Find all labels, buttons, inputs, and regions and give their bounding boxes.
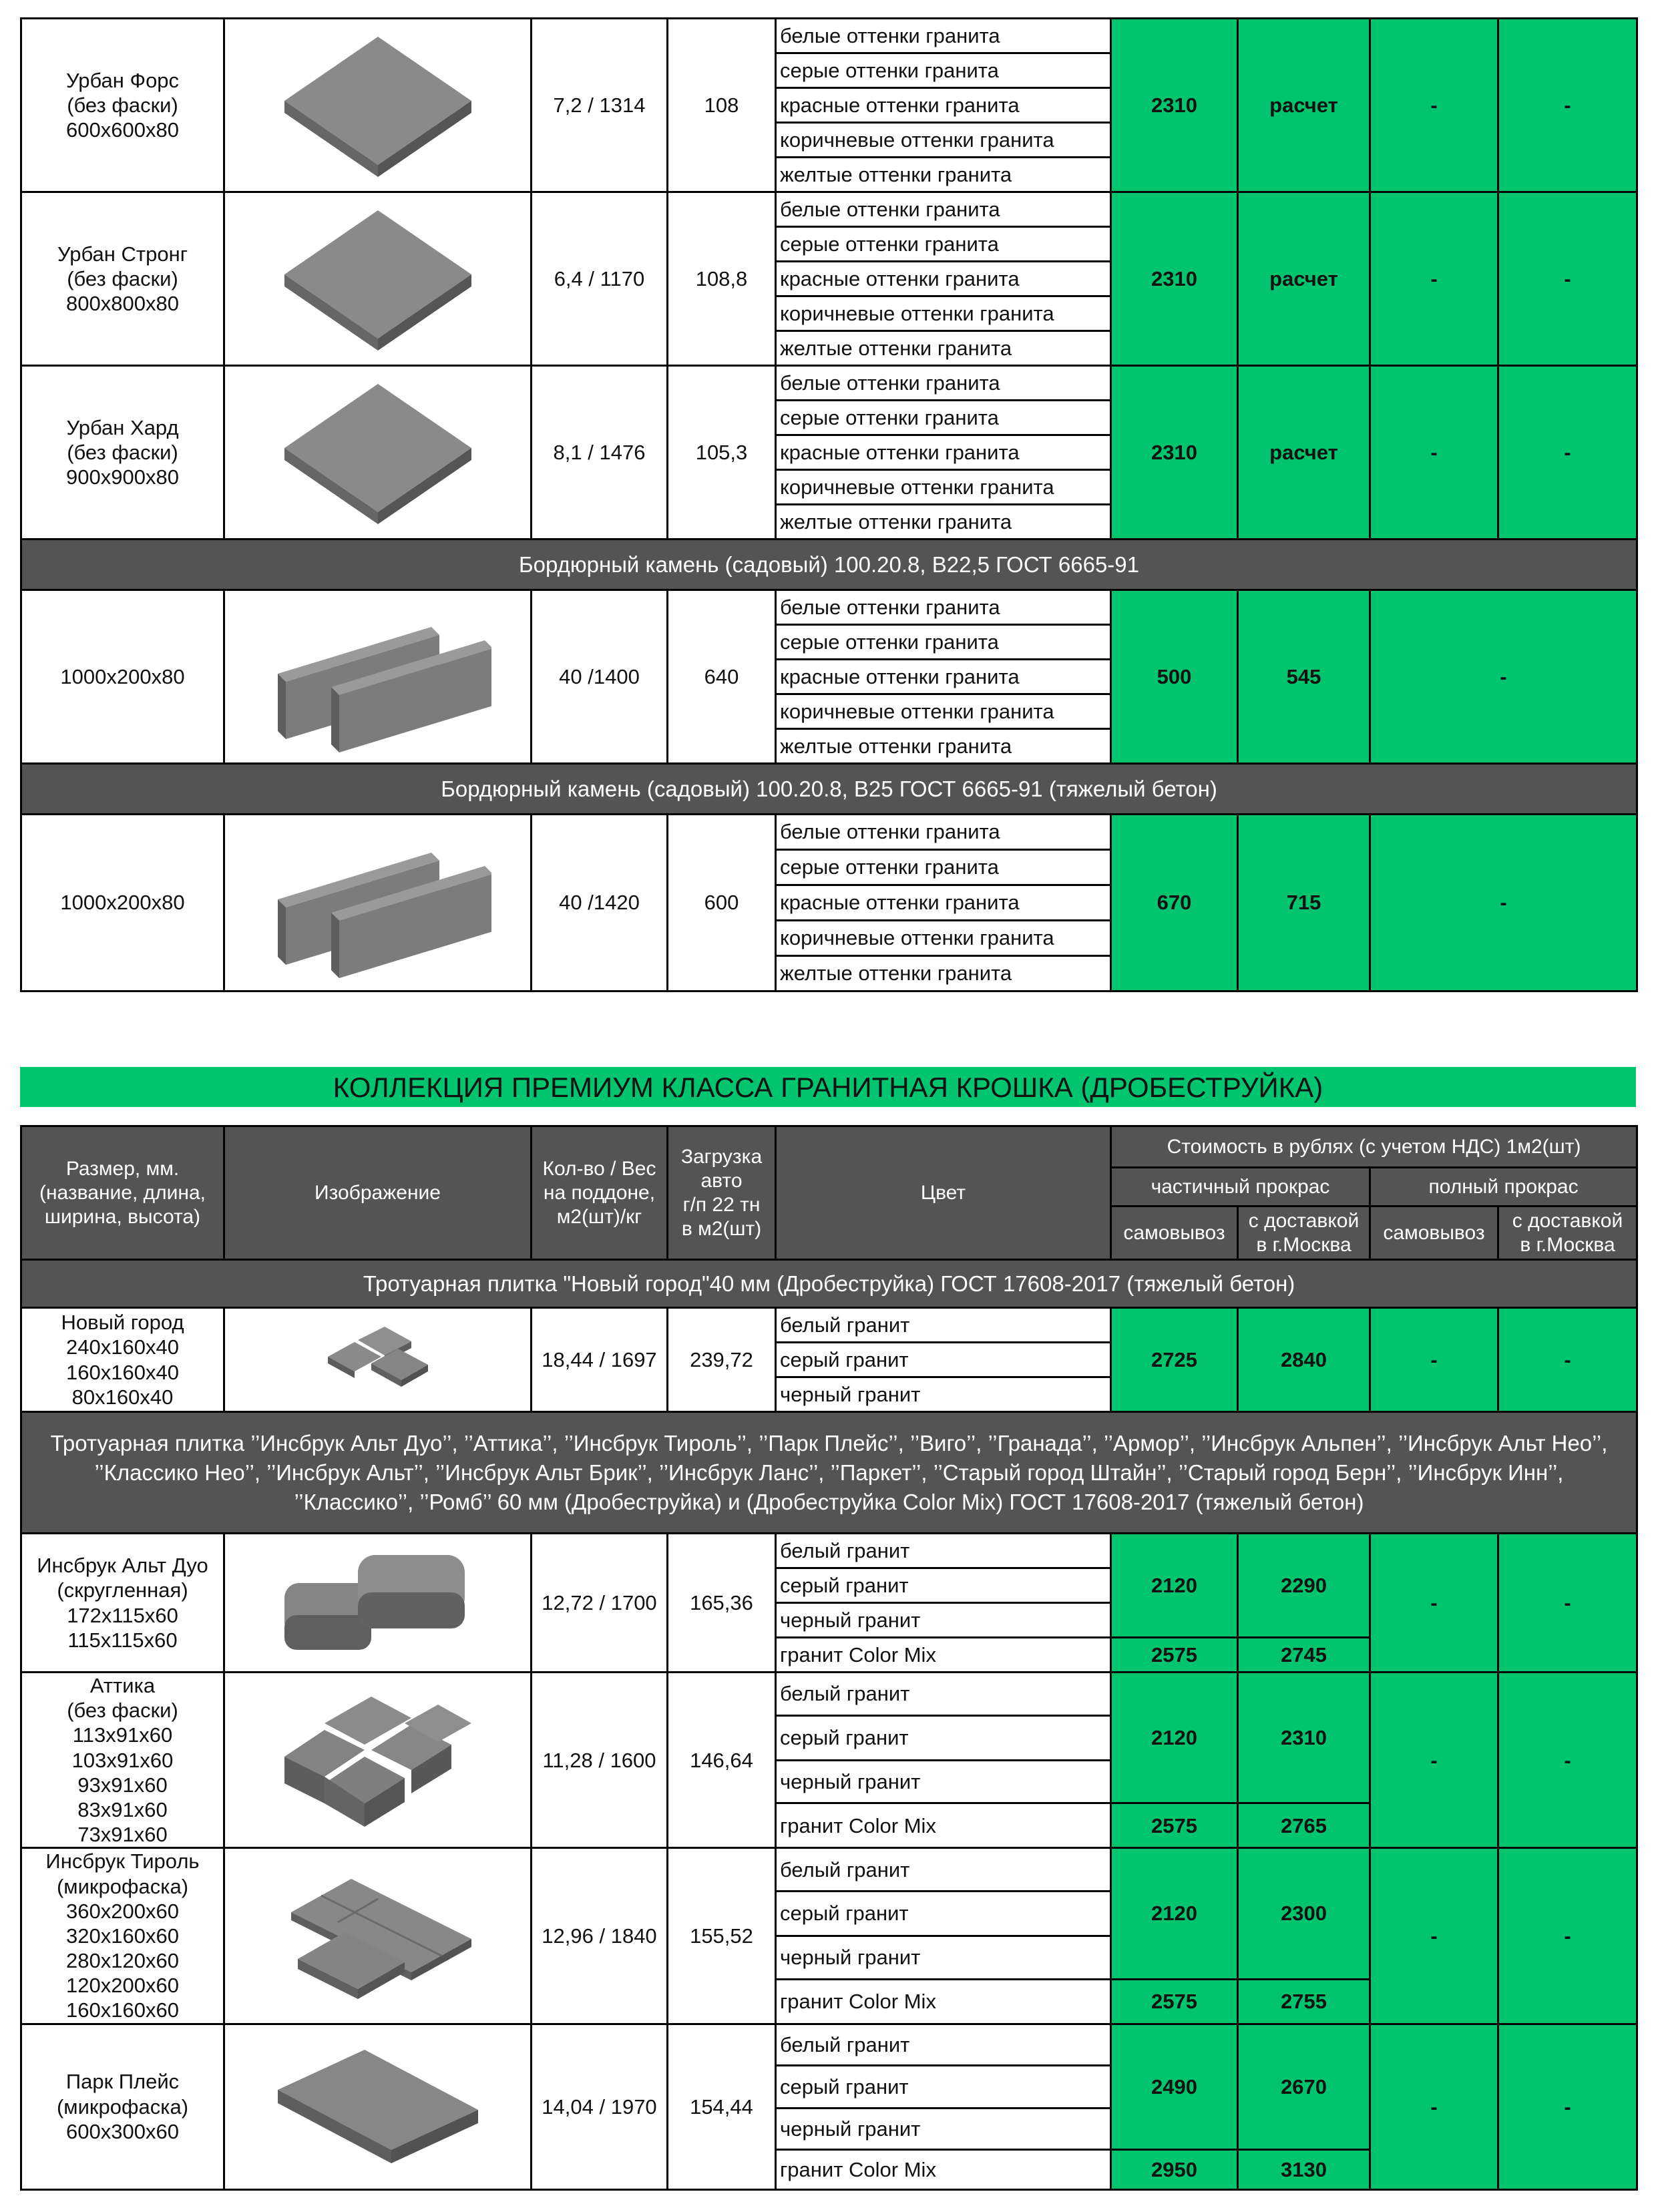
paver-image	[271, 1859, 485, 2012]
price-full-pickup: -	[1370, 1308, 1498, 1412]
color-option: черный гранит	[776, 1377, 1111, 1412]
price-partial-delivery: расчет	[1238, 192, 1370, 366]
paver-image	[271, 1683, 485, 1837]
color-option: серый гранит	[776, 1343, 1111, 1377]
color-option: черный гранит	[776, 1603, 1111, 1638]
price-partial-pickup: 2490	[1111, 2024, 1238, 2149]
product-name: Урбан Форс (без фаски) 600х600х80	[21, 19, 224, 192]
load: 165,36	[668, 1534, 776, 1673]
color-option: белый гранит	[776, 1848, 1111, 1892]
product-name: 1000х200х80	[21, 815, 224, 991]
header-image: Изображение	[224, 1126, 532, 1260]
product-name: Инсбрук Альт Дуо (скругленная) 172х115х60 115х115х60	[21, 1534, 224, 1673]
price-full-delivery: -	[1498, 1534, 1637, 1673]
table-row	[21, 1848, 1637, 1892]
color-option: серый гранит	[776, 2065, 1111, 2108]
product-image	[224, 815, 532, 991]
qty-weight: 7,2 / 1314	[532, 19, 668, 192]
color-option: гранит Color Mix	[776, 1979, 1111, 2024]
section-band: Бордюрный камень (садовый) 100.20.8, В25 ГОСТ 6665-91 (тяжелый бетон)	[21, 764, 1637, 815]
color-option: коричневые оттенки гранита	[776, 296, 1111, 331]
product-image	[224, 2024, 532, 2189]
price-partial-pickup: 670	[1111, 815, 1238, 991]
table-row	[21, 1308, 1637, 1343]
product-name: Новый город 240х160х40 160х160х40 80х160х40	[21, 1308, 224, 1412]
load: 105,3	[668, 366, 776, 539]
table-row	[21, 1673, 1637, 1716]
price-full-delivery: -	[1498, 19, 1637, 192]
qty-weight: 11,28 / 1600	[532, 1673, 668, 1848]
load: 108	[668, 19, 776, 192]
load: 154,44	[668, 2024, 776, 2189]
product-image	[224, 1308, 532, 1412]
load: 108,8	[668, 192, 776, 366]
color-option: красные оттенки гранита	[776, 262, 1111, 296]
load: 640	[668, 590, 776, 764]
header-partial: частичный прокрас	[1111, 1168, 1370, 1206]
table-row	[21, 1534, 1637, 1568]
color-option: серые оттенки гранита	[776, 227, 1111, 262]
color-option: белые оттенки гранита	[776, 590, 1111, 625]
curb-image	[264, 826, 491, 979]
section-band: Бордюрный камень (садовый) 100.20.8, В22,5 ГОСТ 6665-91	[21, 539, 1637, 590]
price-partial-pickup: 2310	[1111, 19, 1238, 192]
product-name: 1000х200х80	[21, 590, 224, 764]
product-name: Аттика (без фаски) 113х91х60 103х91х60 93х91х60 83х91х60 73х91х60	[21, 1673, 224, 1848]
price-full-delivery: -	[1498, 1673, 1637, 1848]
header-load: Загрузка авто г/п 22 тн в м2(шт)	[668, 1126, 776, 1260]
color-option: красные оттенки гранита	[776, 435, 1111, 470]
color-option: желтые оттенки гранита	[776, 505, 1111, 539]
price-partial-pickup: 2120	[1111, 1673, 1238, 1803]
load: 155,52	[668, 1848, 776, 2024]
price-full-delivery: -	[1498, 192, 1637, 366]
color-option: серый гранит	[776, 1892, 1111, 1936]
color-option: коричневые оттенки гранита	[776, 123, 1111, 158]
header-cost: Стоимость в рублях (с учетом НДС) 1м2(шт)	[1111, 1126, 1637, 1168]
color-option: желтые оттенки гранита	[776, 158, 1111, 192]
section-band: Тротуарная плитка ’’Инсбрук Альт Дуо’’, ’’Аттика’’, ’’Инсбрук Тироль’’, ’’Парк Плейс’’, ’’Виго’’, ’’Гранада’’, ’’Армор’’, ’’Инсбрук Альпен’’, ’’Инсбрук Альт Нео’’, ’’Классико Нео’’, ’’Инсбрук Альт’’, ’’Инсбрук Альт Брик’’, ’’Инсбрук Ланс’’, ’’Паркет’’, ’’Старый город Штайн’’, ’’Старый город Берн’’, ’’Инсбрук Инн’’, ’’Классико’’, ’’Ромб’’ 60 мм (Дробеструйка) и (Дробеструйка Color Mix) ГОСТ 17608-2017 (тяжелый бетон)	[21, 1412, 1637, 1534]
slab-image	[278, 202, 478, 356]
header-delivery: с доставкой в г.Москва	[1238, 1206, 1370, 1260]
product-image	[224, 366, 532, 539]
color-option: гранит Color Mix	[776, 1638, 1111, 1673]
price-partial-delivery: расчет	[1238, 366, 1370, 539]
price-partial-delivery: 2670	[1238, 2024, 1370, 2149]
paver-image	[271, 1536, 485, 1670]
color-option: красные оттенки гранита	[776, 885, 1111, 921]
color-option: красные оттенки гранита	[776, 660, 1111, 694]
price-partial-pickup: 2310	[1111, 366, 1238, 539]
price-partial-delivery-colormix: 3130	[1238, 2149, 1370, 2189]
color-option: серые оттенки гранита	[776, 401, 1111, 435]
price-partial-delivery: 2300	[1238, 1848, 1370, 1979]
price-partial-pickup-colormix: 2575	[1111, 1638, 1238, 1673]
price-full-delivery: -	[1498, 1848, 1637, 2024]
price-partial-delivery: 2310	[1238, 1673, 1370, 1803]
color-option: серые оттенки гранита	[776, 625, 1111, 660]
top-price-table	[20, 17, 1636, 992]
price-partial-pickup: 2310	[1111, 192, 1238, 366]
table-row	[21, 192, 1637, 227]
price-partial-pickup-colormix: 2950	[1111, 2149, 1238, 2189]
product-image	[224, 192, 532, 366]
product-image	[224, 590, 532, 764]
color-option: серый гранит	[776, 1568, 1111, 1603]
table-row	[21, 815, 1637, 850]
price-partial-delivery: 2840	[1238, 1308, 1370, 1412]
price-partial-delivery: 2290	[1238, 1534, 1370, 1638]
price-full-delivery: -	[1498, 366, 1637, 539]
section-band: Тротуарная плитка "Новый город"40 мм (Дробеструйка) ГОСТ 17608-2017 (тяжелый бетон)	[21, 1260, 1637, 1308]
color-option: белые оттенки гранита	[776, 19, 1111, 53]
qty-weight: 14,04 / 1970	[532, 2024, 668, 2189]
table-row	[21, 366, 1637, 401]
color-option: коричневые оттенки гранита	[776, 694, 1111, 729]
color-option: белые оттенки гранита	[776, 815, 1111, 850]
header-pickup: самовывоз	[1111, 1206, 1238, 1260]
price-partial-pickup-colormix: 2575	[1111, 1979, 1238, 2024]
color-option: белый гранит	[776, 1534, 1111, 1568]
price-full-delivery: -	[1498, 2024, 1637, 2189]
qty-weight: 6,4 / 1170	[532, 192, 668, 366]
paver-image	[264, 2036, 491, 2177]
qty-weight: 40 /1420	[532, 815, 668, 991]
color-option: белые оттенки гранита	[776, 366, 1111, 401]
price-partial-delivery: 545	[1238, 590, 1370, 764]
color-option: желтые оттенки гранита	[776, 729, 1111, 764]
color-option: белый гранит	[776, 1308, 1111, 1343]
price-partial-delivery: расчет	[1238, 19, 1370, 192]
slab-image	[278, 376, 478, 529]
header-delivery: с доставкой в г.Москва	[1498, 1206, 1637, 1260]
color-option: белый гранит	[776, 1673, 1111, 1716]
load: 146,64	[668, 1673, 776, 1848]
premium-price-table	[20, 1125, 1636, 2191]
price-full: -	[1370, 590, 1637, 764]
qty-weight: 18,44 / 1697	[532, 1308, 668, 1412]
price-partial-pickup: 2120	[1111, 1534, 1238, 1638]
paver-set-image	[321, 1323, 435, 1397]
price-partial-pickup: 2725	[1111, 1308, 1238, 1412]
qty-weight: 8,1 / 1476	[532, 366, 668, 539]
price-partial-delivery-colormix: 2765	[1238, 1803, 1370, 1848]
color-option: черный гранит	[776, 1936, 1111, 1979]
product-name: Урбан Стронг (без фаски) 800х800х80	[21, 192, 224, 366]
table-row	[21, 590, 1637, 625]
product-image	[224, 19, 532, 192]
price-full-delivery: -	[1498, 1308, 1637, 1412]
product-image	[224, 1848, 532, 2024]
load: 239,72	[668, 1308, 776, 1412]
header-qty: Кол-во / Вес на поддоне, м2(шт)/кг	[532, 1126, 668, 1260]
curb-image	[264, 600, 491, 754]
table-row	[21, 2024, 1637, 2065]
price-partial-delivery-colormix: 2755	[1238, 1979, 1370, 2024]
product-image	[224, 1534, 532, 1673]
table-row	[21, 19, 1637, 53]
product-name: Инсбрук Тироль (микрофаска) 360х200х60 320х160х60 280х120х60 120х200х60 160х160х60	[21, 1848, 224, 2024]
price-partial-pickup-colormix: 2575	[1111, 1803, 1238, 1848]
price-full-pickup: -	[1370, 2024, 1498, 2189]
color-option: черный гранит	[776, 1760, 1111, 1803]
premium-collection-title: КОЛЛЕКЦИЯ ПРЕМИУМ КЛАССА ГРАНИТНАЯ КРОШКА (ДРОБЕСТРУЙКА)	[20, 1067, 1636, 1107]
product-image	[224, 1673, 532, 1848]
color-option: серый гранит	[776, 1715, 1111, 1760]
color-option: желтые оттенки гранита	[776, 331, 1111, 366]
price-partial-pickup: 500	[1111, 590, 1238, 764]
color-option: коричневые оттенки гранита	[776, 470, 1111, 505]
price-partial-delivery-colormix: 2745	[1238, 1638, 1370, 1673]
color-option: черный гранит	[776, 2108, 1111, 2149]
product-name: Урбан Хард (без фаски) 900х900х80	[21, 366, 224, 539]
price-full-pickup: -	[1370, 1534, 1498, 1673]
price-full-pickup: -	[1370, 19, 1498, 192]
price-full-pickup: -	[1370, 1673, 1498, 1848]
color-option: серые оттенки гранита	[776, 850, 1111, 885]
color-option: белый гранит	[776, 2024, 1111, 2065]
price-full-pickup: -	[1370, 366, 1498, 539]
color-option: серые оттенки гранита	[776, 53, 1111, 88]
color-option: желтые оттенки гранита	[776, 956, 1111, 991]
qty-weight: 12,96 / 1840	[532, 1848, 668, 2024]
slab-image	[278, 29, 478, 182]
price-full-pickup: -	[1370, 1848, 1498, 2024]
product-name: Парк Плейс (микрофаска) 600х300х60	[21, 2024, 224, 2189]
qty-weight: 12,72 / 1700	[532, 1534, 668, 1673]
price-partial-delivery: 715	[1238, 815, 1370, 991]
color-option: белые оттенки гранита	[776, 192, 1111, 227]
color-option: коричневые оттенки гранита	[776, 921, 1111, 956]
price-full-pickup: -	[1370, 192, 1498, 366]
qty-weight: 40 /1400	[532, 590, 668, 764]
header-pickup: самовывоз	[1370, 1206, 1498, 1260]
header-size: Размер, мм. (название, длина, ширина, высота)	[21, 1126, 224, 1260]
color-option: гранит Color Mix	[776, 1803, 1111, 1848]
color-option: гранит Color Mix	[776, 2149, 1111, 2189]
load: 600	[668, 815, 776, 991]
price-full: -	[1370, 815, 1637, 991]
color-option: красные оттенки гранита	[776, 88, 1111, 123]
header-full: полный прокрас	[1370, 1168, 1637, 1206]
price-partial-pickup: 2120	[1111, 1848, 1238, 1979]
header-color: Цвет	[776, 1126, 1111, 1260]
